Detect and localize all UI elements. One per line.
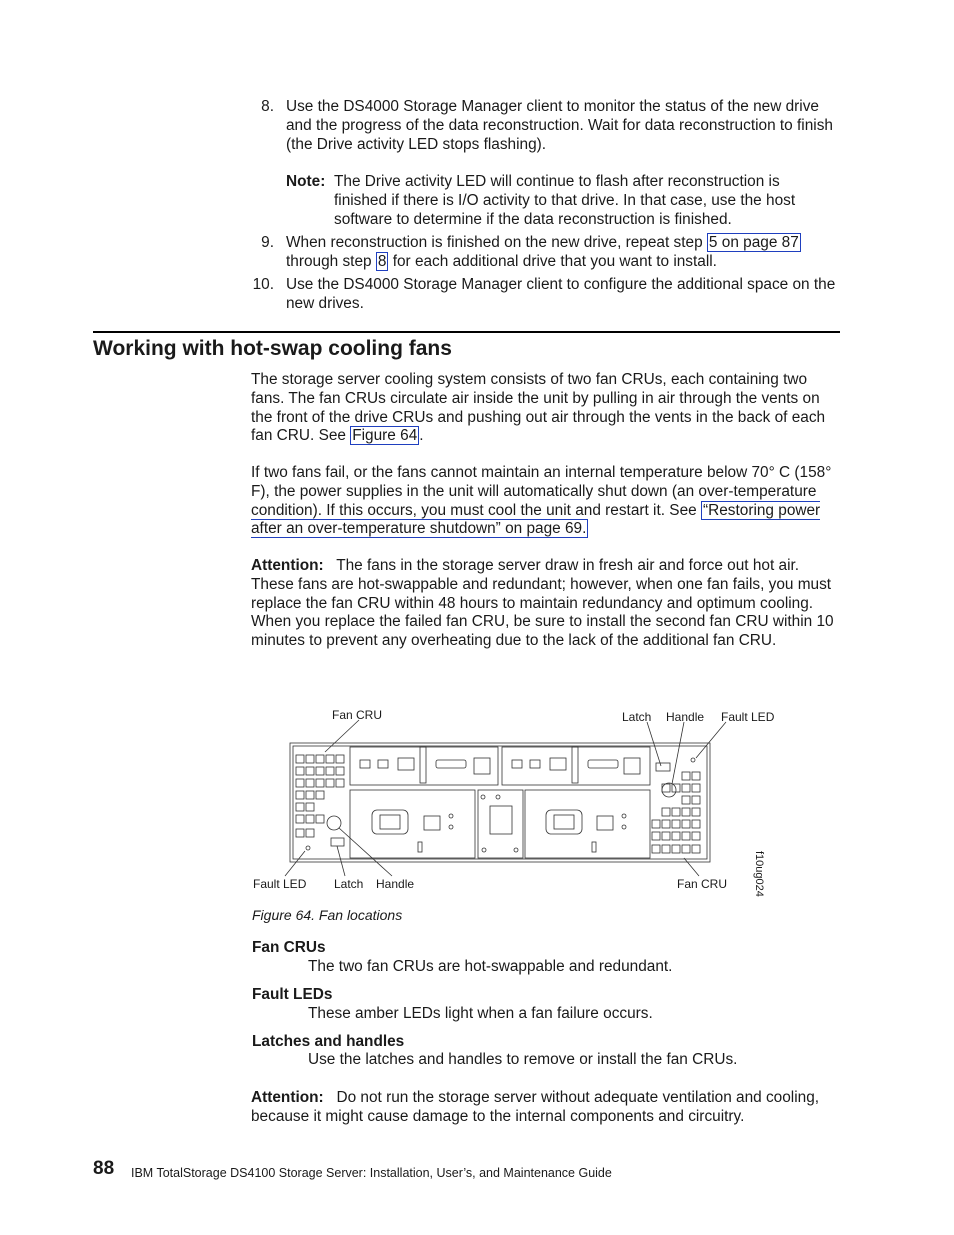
- note-text: The Drive activity LED will continue to flash after reconstruction is finished if there is I/O activity to that drive. In that case, use the host software to determine if the data reconstruction is finished.: [334, 173, 796, 228]
- step-text: Use the DS4000 Storage Manager client to monitor the status of the new drive and the progress of the data reconstruction. Wait for data reconstruction to finish (the Drive activity LED stops flashing).: [286, 98, 833, 153]
- paragraph-end: .: [419, 427, 424, 445]
- attention-label: Attention:: [251, 1089, 324, 1106]
- step-text-part: When reconstruction is finished on the new drive, repeat step: [286, 234, 703, 251]
- attention-text: The fans in the storage server draw in fresh air and force out hot air. These fans are hot-swappable and redundant; however, when one fan fails, you must replace the fan CRU within 48 hours to maintain redundancy and optimum cooling. When you replace the failed fan CRU, be sure to install the second fan CRU within 10 minutes to prevent any overheating due to the lack of the additional fan CRU.: [251, 557, 834, 650]
- xref-link-step5[interactable]: 5 on page 87: [708, 234, 799, 251]
- definition-text: Use the latches and handles to remove or install the fan CRUs.: [308, 1051, 738, 1068]
- step-text-part: for each additional drive that you want to install.: [392, 252, 717, 270]
- attention-text: Do not run the storage server without adequate ventilation and cooling, because it might cause damage to the internal components and circuitry.: [251, 1089, 820, 1125]
- footer-title: IBM TotalStorage DS4100 Storage Server: Installation, User’s, and Maintenance Guide: [131, 1166, 612, 1180]
- label-fan-cru-top: Fan CRU: [332, 708, 383, 722]
- left-fan-cru: [296, 755, 344, 850]
- definition-term: Fan CRUs: [252, 939, 326, 956]
- section-title: Working with hot-swap cooling fans: [93, 337, 452, 360]
- definition-text: These amber LEDs light when a fan failure occurs.: [308, 1005, 653, 1022]
- definition-term: Latches and handles: [252, 1033, 405, 1050]
- label-fault-led-bottom: Fault LED: [253, 877, 307, 891]
- note-label: Note:: [286, 173, 326, 190]
- xref-link-step8[interactable]: 8: [377, 252, 387, 270]
- label-handle-bottom: Handle: [376, 877, 415, 891]
- page-number: 88: [93, 1158, 115, 1179]
- step-number: 9.: [261, 234, 274, 251]
- step-number: 10.: [252, 276, 274, 293]
- xref-link-restoring-power[interactable]: “Restoring power after an over-temperature shutdown” on page 69.: [251, 501, 821, 538]
- paragraph-text: If two fans fail, or the fans cannot maintain an internal temperature below 70° C (158° F), the power supplies in the unit will automatically shut down (an over-temperature condition). If this occurs, you must cool the unit and restart it. See: [251, 464, 832, 519]
- xref-link-figure64[interactable]: Figure 64: [352, 427, 418, 445]
- label-handle-top: Handle: [666, 710, 705, 724]
- label-latch-top: Latch: [622, 710, 652, 724]
- step-number: 8.: [261, 98, 274, 115]
- attention-label: Attention:: [251, 557, 324, 574]
- attention-2: [251, 1089, 843, 1127]
- right-fan-cru: [652, 758, 700, 853]
- figure-caption: Figure 64. Fan locations: [252, 907, 403, 923]
- label-latch-bottom: Latch: [334, 877, 364, 891]
- label-fan-cru-bottom: Fan CRU: [677, 877, 728, 891]
- step-text: Use the DS4000 Storage Manager client to configure the additional space on the new drives.: [286, 276, 836, 312]
- step-text-part: through step: [286, 252, 372, 270]
- paragraph-text: The storage server cooling system consists of two fan CRUs, each containing two fans. The fan CRUs circulate air inside the unit by pulling in air through the vents on the front of the drive CRUs and pushing out air through the vents in the back of each fan CRU. See: [251, 371, 826, 445]
- definition-term: Fault LEDs: [252, 986, 333, 1003]
- label-fault-led-top: Fault LED: [721, 710, 775, 724]
- definition-text: The two fan CRUs are hot-swappable and redundant.: [308, 958, 673, 975]
- art-id: f10ug024: [753, 851, 765, 897]
